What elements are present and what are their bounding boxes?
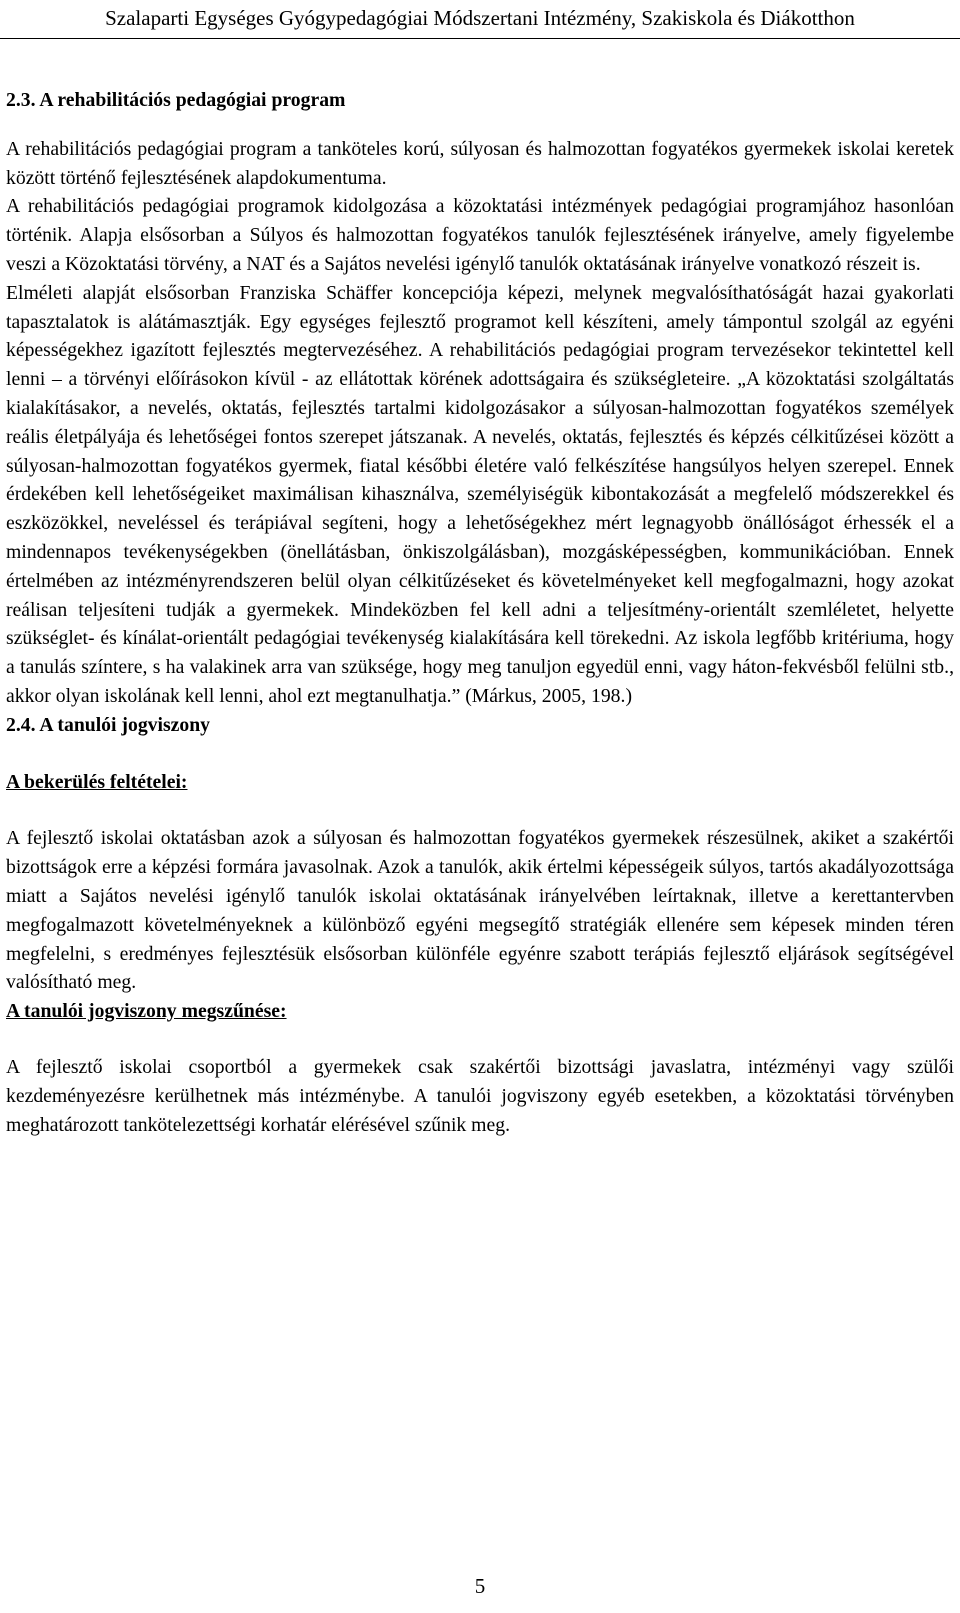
page-header: Szalaparti Egységes Gyógypedagógiai Módszertani Intézmény, Szakiskola és Diákotthon <box>105 6 855 30</box>
document-body <box>6 86 954 1139</box>
paragraph-3: Elméleti alapját elsősorban Franziska Schäffer koncepciója képezi, melynek megvalósíthatóságát hazai gyakorlati tapasztalatok is alátámasztják. Egy egységes fejlesztő programot kell készíteni, amely támpontul szolgál az egyéni képességekhez igazított fejlesztés megtervezéséhez. A rehabilitációs pedagógiai program tervezésekor tekintettel kell lenni – a törvényi előírásokon kívül - az ellátottak körének adottságaira és szükségleteire. „A közoktatási szolgáltatás kialakításakor, a nevelés, oktatás, fejlesztés tartalmi kidolgozásakor a súlyosan-halmozottan fogyatékos személyek reális életpályája és lehetőségei fontos szerepet játszanak. A nevelés, oktatás, fejlesztés és képzés célkitűzései között a súlyosan-halmozottan fogyatékos gyermek, fiatal későbbi életére való felkészítése hangsúlyos helyen szerepel. Ennek érdekében kell lehetőségeiket maximálisan kihasználva, személyiségük kibontakozását a megfelelő módszerekkel és eszközökkel, neveléssel és terápiával segíteni, hogy a lehetőségekhez mért legnagyobb önállóságot érhessék el a mindennapos tevékenységekben (önellátásban, önkiszolgálásban), mozgásképességben, kommunikációban. Ennek értelmében az intézményrendszeren belül olyan célkitűzéseket és követelményeket kell megfogalmazni, hogy azokat reálisan teljesíteni tudják a gyermekek. Mindeközben fel kell adni a teljesítmény-orientált szemléletet, helyette szükséglet- és kínálat-orientált pedagógiai tevékenység kialakítására kell törekedni. Az iskola legfőbb kritériuma, hogy a tanulás színtere, s ha valakinek arra van szüksége, hogy meg tanuljon egyedül enni, vagy háton-fekvésből felülni stb., akkor olyan iskolának kell lenni, ahol ezt megtanulhatja.” (Márkus, 2005, 198.) <box>6 281 954 707</box>
subheading-admission: A bekerülés feltételei: <box>6 770 188 793</box>
section-heading-2-4: 2.4. A tanulói jogviszony <box>6 713 211 736</box>
header-divider <box>0 38 960 39</box>
subheading-termination: A tanulói jogviszony megszűnése: <box>6 1000 287 1023</box>
paragraph-5: A fejlesztő iskolai csoportból a gyermekek csak szakértői bizottsági javaslatra, intézményi vagy szülői kezdeményezésre kerülhetnek más intézménybe. A tanulói jogviszony egyéb esetekben, a közoktatási törvényben meghatározott tankötelezettségi korhatár elérésével szűnik meg. <box>6 1055 954 1136</box>
page-number: 5 <box>474 1574 486 1598</box>
paragraph-2: A rehabilitációs pedagógiai programok kidolgozása a közoktatási intézmények pedagógiai programjához hasonlóan történik. Alapja elsősorban a Súlyos és halmozottan fogyatékos tanulók fejlesztésének irányelve, amely figyelembe veszi a Közoktatási törvény, a NAT és a Sajátos nevelési igénylő tanulók oktatásának irányelve vonatkozó részeit is. <box>6 195 954 275</box>
paragraph-1: A rehabilitációs pedagógiai program a tanköteles korú, súlyosan és halmozottan fogyatékos gyermekek iskolai keretek között történő fejlesztésének alapdokumentuma. <box>6 137 954 189</box>
paragraph-4: A fejlesztő iskolai oktatásban azok a súlyosan és halmozottan fogyatékos gyermekek részesülnek, akiket a szakértői bizottságok erre a képzési formára javasolnak. Azok a tanulók, akik értelmi képességeik súlyos, tartós akadályozottsága miatt a Sajátos nevelési igénylő tanulók iskolai oktatásának irányelvében leírtaknak, illetve a kerettantervben megfogalmazott követelményeknek a különböző egyéni megsegítő stratégiák ellenére sem képesek minden téren megfelelni, s eredményes fejlesztésük elsősorban különféle egyénre szabott terápiás fejlesztő eljárások segítségével valósítható meg. <box>6 827 954 994</box>
section-heading-2-3: 2.3. A rehabilitációs pedagógiai program <box>6 89 346 111</box>
